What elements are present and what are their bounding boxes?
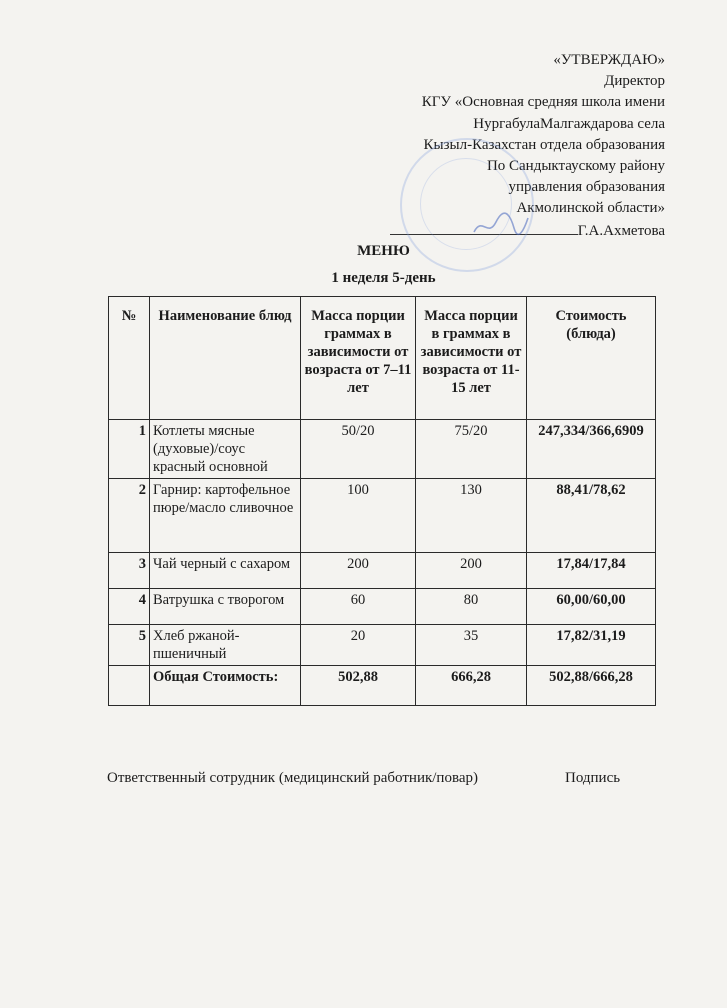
row-name: Ватрушка с творогом xyxy=(150,589,301,625)
approval-line: Кызыл-Казахстан отдела образования xyxy=(423,136,665,153)
row-mass-11-15: 75/20 xyxy=(416,420,527,479)
header-mass-7-11: Масса порции граммах в зависимости от возраста от 7–11 лет xyxy=(301,297,416,420)
row-mass-7-11: 100 xyxy=(301,479,416,553)
menu-table xyxy=(108,296,656,706)
table-total-row xyxy=(109,666,656,706)
approval-line: Акмолинской области» xyxy=(516,200,665,217)
row-num: 5 xyxy=(109,625,150,666)
signature-label: Подпись xyxy=(565,770,621,786)
row-cost: 17,84/17,84 xyxy=(527,553,656,589)
row-mass-7-11: 50/20 xyxy=(301,420,416,479)
page-title: МЕНЮ xyxy=(357,243,410,259)
row-mass-11-15: 130 xyxy=(416,479,527,553)
signatory-name: Г.А.Ахметова xyxy=(577,222,665,239)
header-name: Наименование блюд xyxy=(150,297,301,420)
total-num xyxy=(109,666,150,706)
table-header-row xyxy=(109,297,656,420)
table-row xyxy=(109,589,656,625)
row-cost: 247,334/366,6909 xyxy=(527,420,656,479)
row-cost: 60,00/60,00 xyxy=(527,589,656,625)
approval-line: Директор xyxy=(604,73,665,90)
row-mass-11-15: 80 xyxy=(416,589,527,625)
table-row xyxy=(109,420,656,479)
row-name: Гарнир: картофельное пюре/масло сливочное xyxy=(150,479,301,553)
signature-scribble xyxy=(470,210,530,240)
row-num: 3 xyxy=(109,553,150,589)
table-row xyxy=(109,479,656,553)
approval-line: НургабулаМалгаждарова села xyxy=(473,115,665,132)
row-num: 1 xyxy=(109,420,150,479)
row-mass-7-11: 200 xyxy=(301,553,416,589)
table-row xyxy=(109,625,656,666)
total-cost: 502,88/666,28 xyxy=(527,666,656,706)
approval-line: По Сандыктаускому району xyxy=(486,158,665,175)
total-mass-11-15: 666,28 xyxy=(416,666,527,706)
approval-line: управления образования xyxy=(508,179,665,196)
total-label: Общая Стоимость: xyxy=(150,666,301,706)
footer xyxy=(107,770,621,787)
page-subtitle: 1 неделя 5-день xyxy=(331,270,436,286)
row-mass-11-15: 35 xyxy=(416,625,527,666)
row-cost: 17,82/31,19 xyxy=(527,625,656,666)
approval-line: «УТВЕРЖДАЮ» xyxy=(553,52,665,68)
row-cost: 88,41/78,62 xyxy=(527,479,656,553)
row-num: 2 xyxy=(109,479,150,553)
header-mass-11-15: Масса порции в граммах в зависимости от возраста от 11-15 лет xyxy=(416,297,527,420)
table-row xyxy=(109,553,656,589)
row-mass-11-15: 200 xyxy=(416,553,527,589)
total-mass-7-11: 502,88 xyxy=(301,666,416,706)
row-name: Чай черный с сахаром xyxy=(150,553,301,589)
row-name: Котлеты мясные (духовые)/соус красный основной xyxy=(150,420,301,479)
row-name: Хлеб ржаной-пшеничный xyxy=(150,625,301,666)
header-cost: Стоимость (блюда) xyxy=(527,297,656,420)
row-mass-7-11: 60 xyxy=(301,589,416,625)
row-num: 4 xyxy=(109,589,150,625)
responsible-label: Ответственный сотрудник (медицинский работник/повар) xyxy=(107,770,478,786)
header-num: № xyxy=(109,297,150,420)
row-mass-7-11: 20 xyxy=(301,625,416,666)
approval-line: КГУ «Основная средняя школа имени xyxy=(421,94,665,111)
